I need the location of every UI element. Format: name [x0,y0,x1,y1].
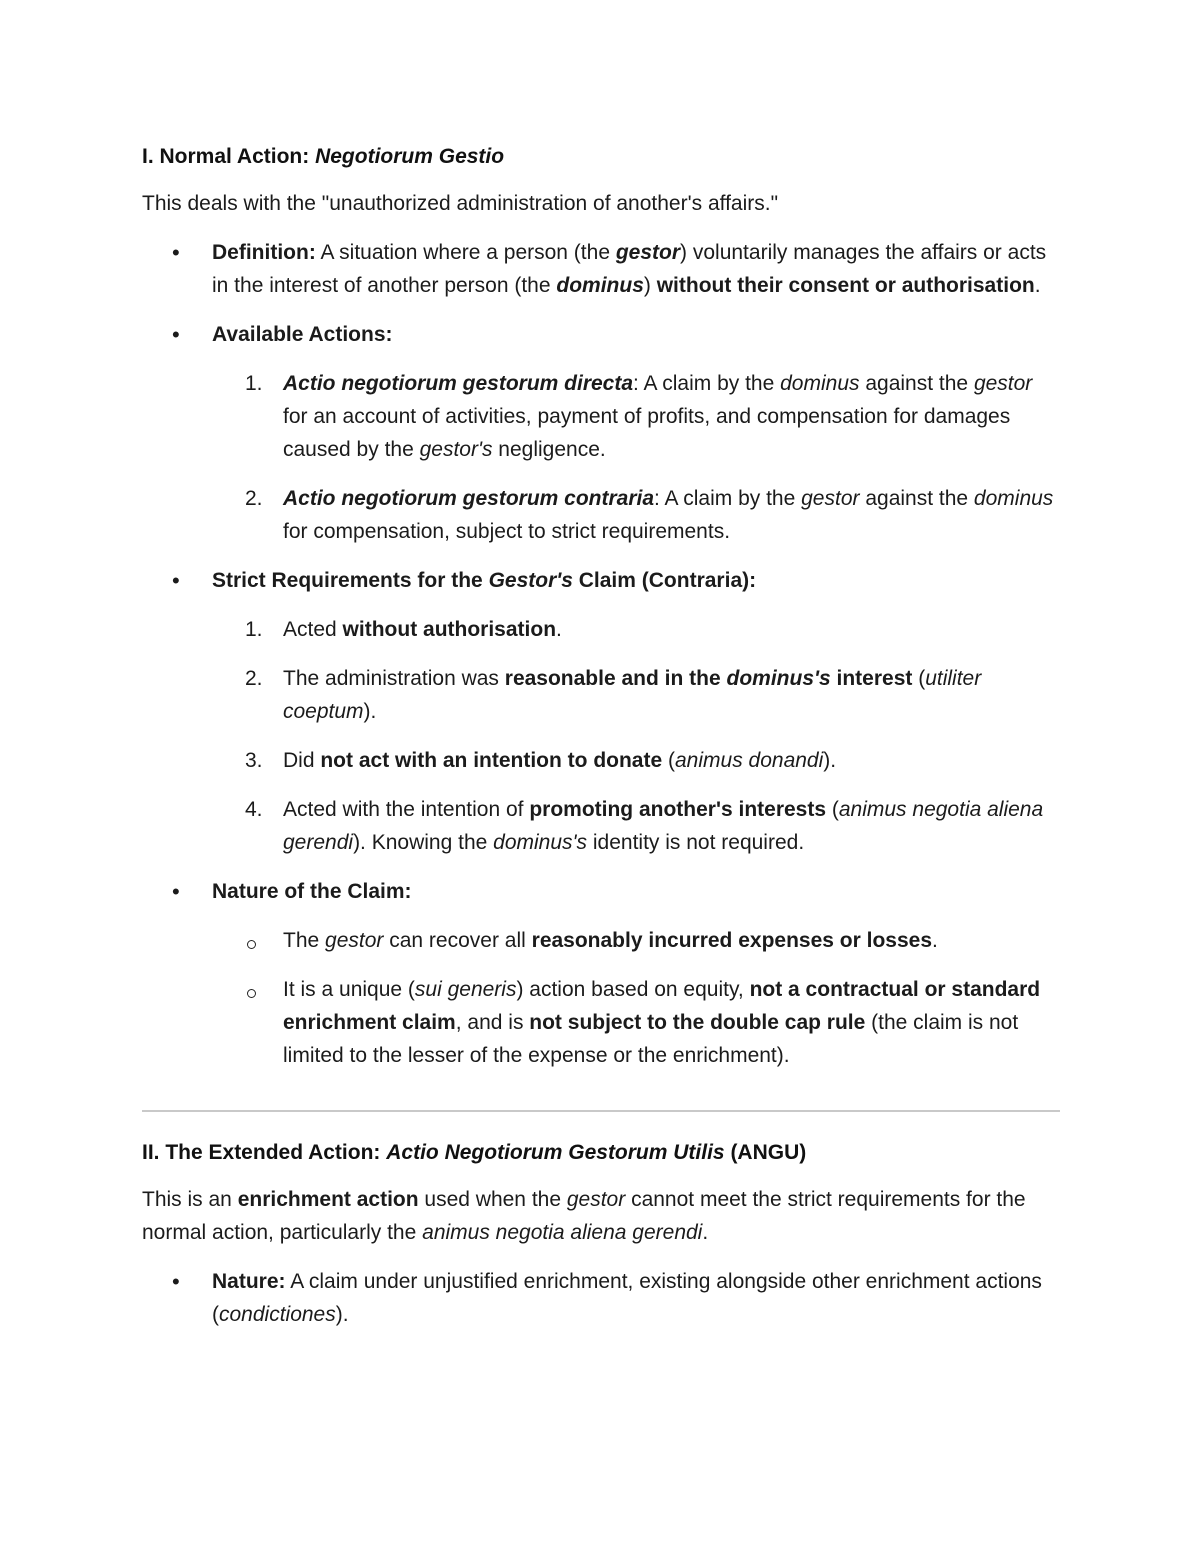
available-actions-bullet: • Available Actions: 1. Actio negotiorum gestorum directa: A claim by the dominus against the gestor for an account of activities, payment of profits, and compensation for damages caused by the gestor's negligence. 2. Actio negotiorum gestorum contraria: A claim by the gestor against the dominus for compensation, subject to strict requirements. [142,318,1062,548]
strict-requirements-bullet: • Strict Requirements for the Gestor's Claim (Contraria): 1. Acted without authorisation. 2. The administration was reasonable and in the dominus's interest (utiliter coeptum). 3. Did not act with an intention to donate (animus donandi). 4. Acted with the intention of promoting another's interests (animus negotia aliena gerendi). Knowing the dominus's identity is not required. [142,564,1062,859]
list-item: 4. Acted with the intention of promoting another's interests (animus negotia aliena gerendi). Knowing the dominus's identity is not required. [245,798,1044,854]
nature-bullet: • Nature: A claim under unjustified enrichment, existing alongside other enrichment actions (condictiones). [142,1265,1062,1331]
available-actions-list [212,367,1062,548]
circle-bullet-icon [247,940,256,949]
list-item: The gestor can recover all reasonably incurred expenses or losses. [212,924,1062,957]
strict-requirements-list [212,613,1062,859]
list-item: It is a unique (sui generis) action based on equity, not a contractual or standard enrichment claim, and is not subject to the double cap rule (the claim is not limited to the lesser of the expense or the enrichment). [212,973,1062,1072]
list-item: 1. Acted without authorisation. [245,618,562,641]
section-2-intro: This is an enrichment action used when the gestor cannot meet the strict requirements for the normal action, particularly the animus negotia aliena gerendi. [142,1188,1026,1244]
list-item: 3. Did not act with an intention to donate (animus donandi). [245,749,837,772]
section-1-bullets [142,236,1062,1072]
list-item: 2. The administration was reasonable and in the dominus's interest (utiliter coeptum). [245,667,982,723]
document-body [142,140,1062,1347]
section-1-intro: This deals with the "unauthorized administration of another's affairs." [142,192,779,215]
nature-of-claim-list [212,924,1062,1072]
list-item: 2. Actio negotiorum gestorum contraria: A claim by the gestor against the dominus for compensation, subject to strict requirements. [245,487,1054,543]
section-divider [142,1110,1060,1112]
list-item: 1. Actio negotiorum gestorum directa: A claim by the dominus against the gestor for an account of activities, payment of profits, and compensation for damages caused by the gestor's negligence. [245,372,1033,461]
circle-bullet-icon [247,989,256,998]
section-2-heading: II. The Extended Action: Actio Negotiorum Gestorum Utilis (ANGU) [142,1141,807,1164]
definition-bullet: • Definition: A situation where a person (the gestor) voluntarily manages the affairs or acts in the interest of another person (the dominus) without their consent or authorisation. [142,236,1062,302]
nature-of-claim-bullet: • Nature of the Claim: The gestor can recover all reasonably incurred expenses or losses. It is a unique (sui generis) action based on equity, not a contractual or standard enrichment claim, and is not subject to the double cap rule (the claim is not limited to the lesser of the expense or the enrichment). [142,875,1062,1072]
section-2-bullets [142,1265,1062,1331]
section-1-heading: I. Normal Action: Negotiorum Gestio [142,145,505,168]
